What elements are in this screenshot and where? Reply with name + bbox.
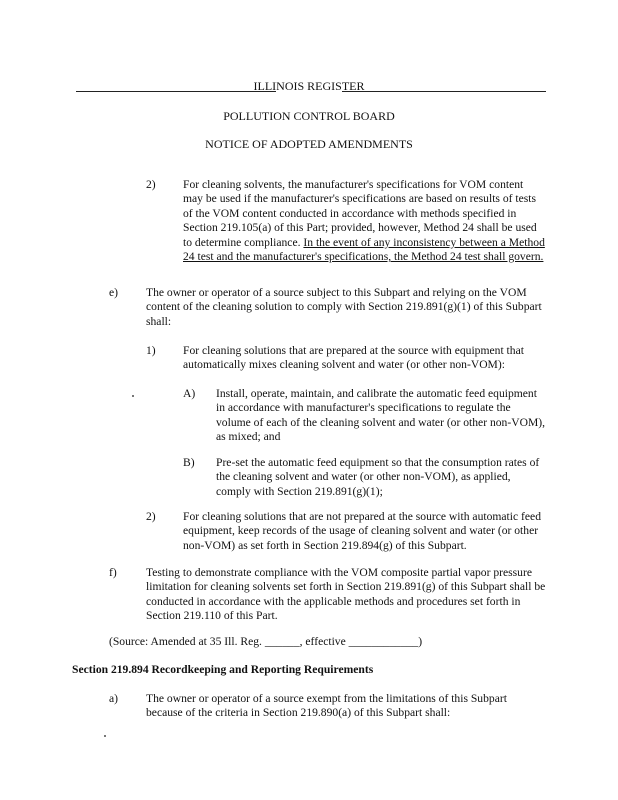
item-A-label: A) bbox=[183, 387, 196, 400]
item-e2-text: For cleaning solutions that are not prepared at the source with automatic feed equipment, keep records of the usage of cleaning solvent and water (or other non-VOM) as set forth in Section 219.894(g) of this Subpart. bbox=[183, 510, 541, 552]
item-f-text: Testing to demonstrate compliance with the VOM composite partial vapor pressure limitation for cleaning solvents set forth in Section 219.891(g) of this Subpart shall be conducted in accordance with the applicable methods and procedures set forth in Section 219.110 of this Part. bbox=[146, 566, 546, 623]
item-e2-label: 2) bbox=[146, 510, 156, 523]
register-title: ILLINOIS REGISTER bbox=[253, 79, 365, 93]
item-B-label: B) bbox=[183, 456, 195, 469]
item-a-label: a) bbox=[109, 692, 119, 705]
source-note: (Source: Amended at 35 Ill. Reg. ______, effective ____________) bbox=[109, 635, 423, 648]
item-A-text: Install, operate, maintain, and calibrate the automatic feed equipment in accordance with manufacturer's specifications to regulate the volume of each of the cleaning solvent and water (or other non-VOM), as mixed; and bbox=[216, 387, 546, 444]
item-a-text: The owner or operator of a source exempt from the limitations of this Subpart because of the criteria in Section 219.890(a) of this Subpart shall: bbox=[146, 692, 507, 720]
item-2-body: For cleaning solvents, the manufacturer's specifications for VOM content may be used if the manufacturer's specifications are based on results of tests of the VOM content conducted in accordance with methods specified in Section 219.105(a) of this Part; provided, however, Method 24 shall be used to determine compliance. bbox=[183, 178, 537, 249]
item-2-underlined: In the event of any inconsistency between a Method 24 test and the manufacturer's specifications, the Method 24 test shall govern. bbox=[183, 235, 545, 264]
scan-speck bbox=[132, 395, 134, 397]
item-e1-label: 1) bbox=[146, 344, 156, 357]
header-rule-right bbox=[342, 91, 546, 92]
notice-title: NOTICE OF ADOPTED AMENDMENTS bbox=[205, 137, 413, 151]
item-2-label: 2) bbox=[146, 178, 156, 191]
item-e-text: The owner or operator of a source subject to this Subpart and relying on the VOM content of the cleaning solution to comply with Section 219.891(g)(1) of this Subpart shall: bbox=[146, 286, 542, 328]
item-e-label: e) bbox=[109, 286, 119, 299]
scan-speck-2 bbox=[104, 735, 106, 737]
board-title: POLLUTION CONTROL BOARD bbox=[223, 109, 395, 123]
item-B-text: Pre-set the automatic feed equipment so that the consumption rates of the cleaning solvent and water (or other non-VOM), as applied, comply with Section 219.891(g)(1); bbox=[216, 456, 540, 498]
item-2-text bbox=[183, 178, 545, 264]
item-e1-text: For cleaning solutions that are prepared at the source with equipment that automatically mixes cleaning solvent and water (or other non-VOM): bbox=[183, 344, 524, 372]
item-f-label: f) bbox=[109, 566, 117, 579]
section-heading: Section 219.894 Recordkeeping and Reporting Requirements bbox=[72, 663, 374, 676]
